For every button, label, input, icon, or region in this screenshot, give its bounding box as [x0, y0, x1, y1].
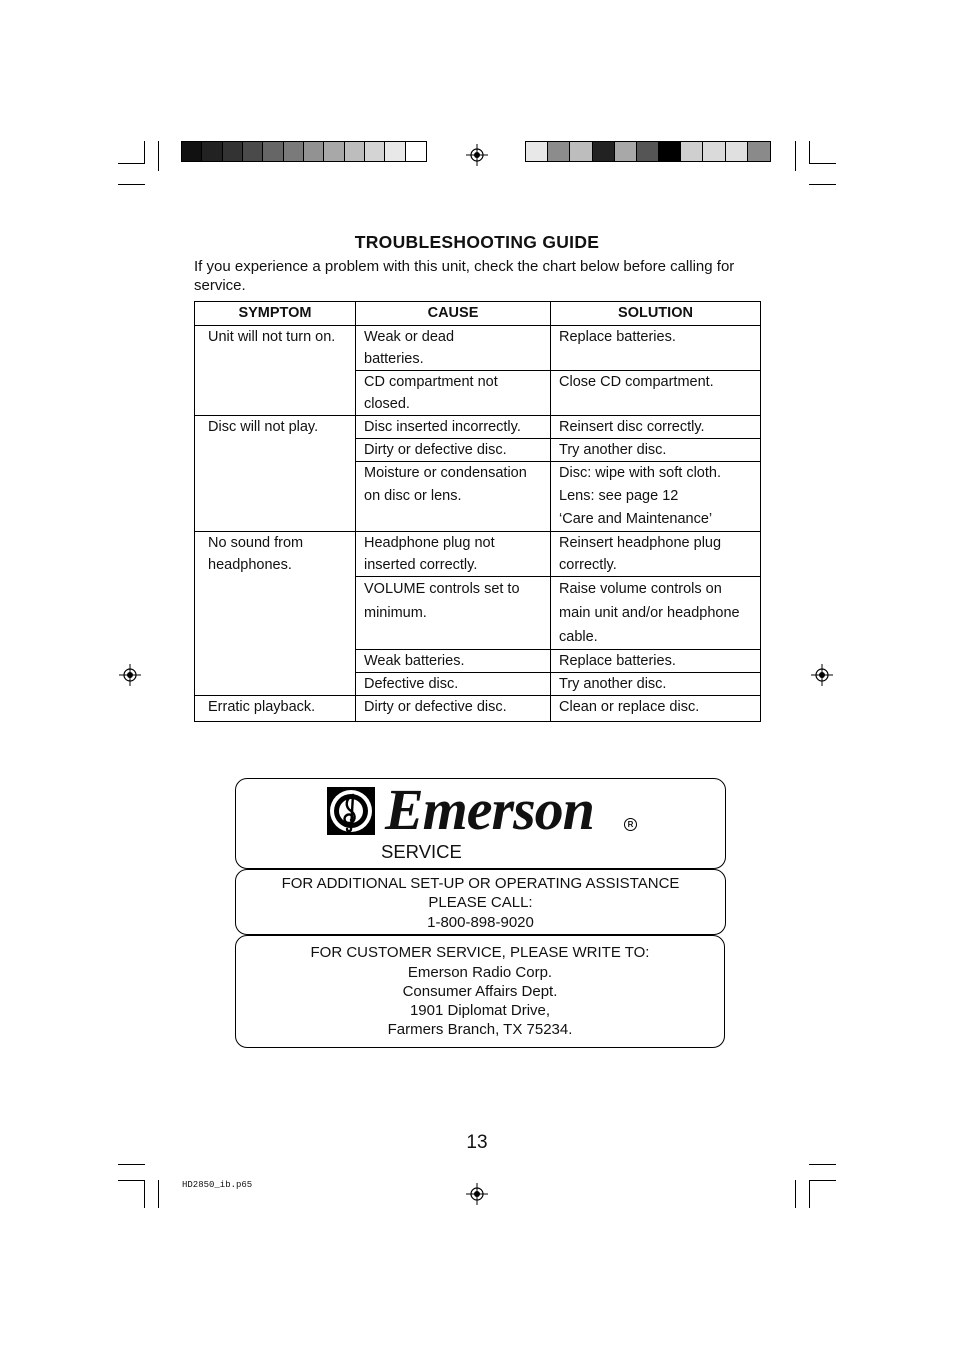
assistance-line: FOR ADDITIONAL SET-UP OR OPERATING ASSISTANCE: [281, 875, 680, 892]
cause-text: Weak or dead batteries.: [364, 329, 455, 367]
symptom-text: No sound from headphones.: [208, 535, 304, 573]
color-swatch: [324, 142, 344, 161]
solution-text: Raise volume controls on main unit and/or headphone cable.: [559, 581, 740, 645]
table-row: [195, 650, 761, 673]
address-city: Farmers Branch, TX 75234.: [387, 1021, 573, 1038]
solution-cell: [551, 673, 761, 696]
symptom-cell: [195, 416, 356, 439]
solution-cell: [551, 650, 761, 673]
color-swatch: [615, 142, 637, 161]
crop-mark: [118, 163, 145, 164]
cause-cell: [356, 326, 551, 371]
address-street: 1901 Diplomat Drive,: [409, 1002, 551, 1019]
cause-text: Headphone plug not inserted correctly.: [364, 535, 495, 573]
solution-cell: [551, 696, 761, 722]
column-header-symptom: SYMPTOM: [195, 302, 356, 326]
table-row: [195, 462, 761, 532]
color-swatch: [593, 142, 615, 161]
crop-mark: [795, 141, 796, 171]
crop-mark: [809, 1164, 836, 1165]
registration-mark-icon: [119, 664, 141, 686]
cause-cell: [356, 650, 551, 673]
crop-mark: [809, 1180, 836, 1181]
table-row: [195, 696, 761, 722]
service-label: SERVICE: [381, 841, 462, 862]
symptom-cell: [195, 462, 356, 532]
color-swatch: [526, 142, 548, 161]
color-swatch: [703, 142, 725, 161]
color-calibration-bar-left: [181, 141, 427, 162]
solution-cell: [551, 462, 761, 532]
symptom-text: Unit will not turn on.: [208, 329, 336, 345]
address-dept: Consumer Affairs Dept.: [402, 983, 558, 1000]
table-row: [195, 371, 761, 416]
crop-mark: [809, 184, 836, 185]
color-swatch: [681, 142, 703, 161]
troubleshooting-table: [194, 301, 761, 722]
assistance-box: [235, 869, 726, 935]
cause-cell: [356, 673, 551, 696]
registration-mark-icon: [466, 144, 488, 166]
solution-cell: [551, 439, 761, 462]
solution-cell: [551, 416, 761, 439]
phone-number: 1-800-898-9020: [427, 914, 534, 931]
solution-cell: [551, 326, 761, 371]
address-company: Emerson Radio Corp.: [407, 964, 553, 981]
crop-mark: [158, 141, 159, 171]
color-swatch: [726, 142, 748, 161]
cause-cell: [356, 696, 551, 722]
intro-text: If you experience a problem with this unit, check the chart below before calling for service.: [194, 258, 735, 294]
solution-text: Replace batteries.: [559, 329, 676, 345]
file-name: HD2850_ib.p65: [182, 1180, 253, 1190]
cause-cell: [356, 439, 551, 462]
color-swatch: [365, 142, 385, 161]
symptom-cell: [195, 696, 356, 722]
color-swatch: [345, 142, 365, 161]
cause-text: Defective disc.: [364, 676, 459, 692]
symptom-cell: [195, 532, 356, 577]
cause-text: Moisture or condensation on disc or lens.: [364, 465, 527, 504]
color-swatch: [659, 142, 681, 161]
solution-cell: [551, 577, 761, 650]
solution-text: Replace batteries.: [559, 653, 676, 669]
crop-mark: [144, 1180, 145, 1208]
crop-mark: [809, 1180, 810, 1208]
table-header-row: [195, 302, 761, 326]
color-swatch: [263, 142, 283, 161]
solution-text: Try another disc.: [559, 442, 667, 458]
crop-mark: [809, 141, 810, 164]
solution-text: Close CD compartment.: [559, 374, 714, 390]
cause-text: Weak batteries.: [364, 653, 465, 669]
solution-text: Clean or replace disc.: [559, 699, 700, 715]
registration-mark-icon: [811, 664, 833, 686]
brand-wordmark: Emerson: [385, 777, 594, 842]
table-row: [195, 673, 761, 696]
treble-clef-icon: [327, 787, 375, 835]
table-row: [195, 532, 761, 577]
registered-mark-icon: R: [624, 818, 637, 831]
page-number: 13: [466, 1132, 488, 1153]
cause-text: Dirty or defective disc.: [364, 699, 507, 715]
crop-mark: [144, 141, 145, 164]
column-header-solution: SOLUTION: [551, 302, 761, 326]
column-header-cause: CAUSE: [356, 302, 551, 326]
cause-text: Disc inserted incorrectly.: [364, 419, 521, 435]
crop-mark: [809, 163, 836, 164]
color-swatch: [570, 142, 592, 161]
color-swatch: [202, 142, 222, 161]
solution-text: Try another disc.: [559, 676, 667, 692]
color-swatch: [406, 142, 426, 161]
table-row: [195, 577, 761, 650]
cause-cell: [356, 416, 551, 439]
color-calibration-bar-right: [525, 141, 771, 162]
symptom-cell: [195, 673, 356, 696]
color-swatch: [304, 142, 324, 161]
crop-mark: [795, 1180, 796, 1208]
cause-text: Dirty or defective disc.: [364, 442, 507, 458]
solution-text: Reinsert headphone plug correctly.: [559, 535, 722, 573]
symptom-cell: [195, 577, 356, 650]
color-swatch: [385, 142, 405, 161]
crop-mark: [158, 1180, 159, 1208]
cause-cell: [356, 462, 551, 532]
symptom-cell: [195, 650, 356, 673]
symptom-text: Erratic playback.: [208, 699, 316, 715]
symptom-cell: [195, 371, 356, 416]
customer-service-box: [235, 935, 725, 1048]
color-swatch: [223, 142, 243, 161]
registration-mark-icon: [466, 1183, 488, 1205]
color-swatch: [748, 142, 770, 161]
customer-service-heading: FOR CUSTOMER SERVICE, PLEASE WRITE TO:: [310, 944, 650, 961]
color-swatch: [284, 142, 304, 161]
solution-text: Disc: wipe with soft cloth. Lens: see page 12 ‘Care and Maintenance’: [559, 465, 721, 527]
assistance-line: PLEASE CALL:: [428, 894, 533, 911]
color-swatch: [243, 142, 263, 161]
cause-cell: [356, 532, 551, 577]
solution-text: Reinsert disc correctly.: [559, 419, 705, 435]
table-row: [195, 439, 761, 462]
crop-mark: [118, 1164, 145, 1165]
table-row: [195, 326, 761, 371]
solution-cell: [551, 532, 761, 577]
symptom-cell: [195, 439, 356, 462]
page-title: TROUBLESHOOTING GUIDE: [354, 232, 600, 252]
crop-mark: [118, 184, 145, 185]
cause-cell: [356, 577, 551, 650]
color-swatch: [548, 142, 570, 161]
symptom-cell: [195, 326, 356, 371]
cause-text: CD compartment not closed.: [364, 374, 498, 412]
cause-cell: [356, 371, 551, 416]
cause-text: VOLUME controls set to minimum.: [364, 581, 520, 621]
solution-cell: [551, 371, 761, 416]
crop-mark: [118, 1180, 145, 1181]
color-swatch: [182, 142, 202, 161]
symptom-text: Disc will not play.: [208, 419, 319, 435]
color-swatch: [637, 142, 659, 161]
table-row: [195, 416, 761, 439]
